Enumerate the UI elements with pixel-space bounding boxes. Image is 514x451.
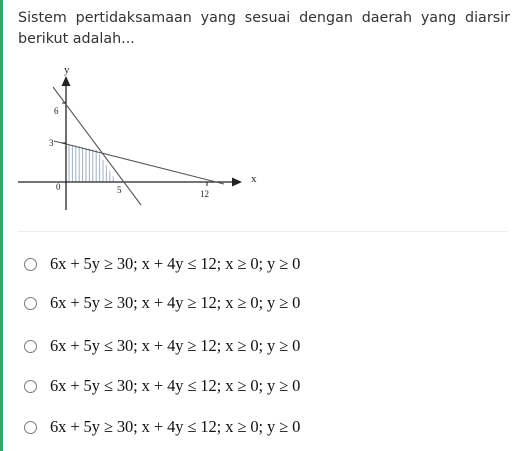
answer-option-d[interactable]	[24, 374, 300, 398]
x-axis-arrow	[232, 178, 242, 187]
x-tick-label-12: 12	[200, 189, 209, 199]
answer-option-e[interactable]	[24, 415, 300, 439]
origin-label: 0	[56, 182, 61, 192]
answer-option-b[interactable]	[24, 291, 300, 315]
radio-button-c[interactable]	[24, 340, 37, 353]
radio-button-b[interactable]	[24, 297, 37, 310]
answer-option-label: 6x + 5y ≥ 30; x + 4y ≤ 12; x ≥ 0; y ≥ 0	[50, 417, 301, 436]
answer-option-label: 6x + 5y ≥ 30; x + 4y ≥ 12; x ≥ 0; y ≥ 0	[50, 293, 301, 312]
question-text: Sistem pertidaksamaan yang sesuai dengan daerah yang diarsir berikut adalah...	[18, 10, 510, 47]
divider	[18, 231, 508, 232]
answer-option-label: 6x + 5y ≤ 30; x + 4y ≤ 12; x ≥ 0; y ≥ 0	[50, 376, 301, 395]
x-axis-label: x	[251, 173, 257, 185]
shaded-region-graph	[0, 0, 514, 225]
answer-option-label: 6x + 5y ≤ 30; x + 4y ≥ 12; x ≥ 0; y ≥ 0	[50, 336, 301, 355]
x-tick-label-5: 5	[117, 185, 122, 195]
y-axis-arrow	[62, 76, 71, 86]
y-axis-label: y	[64, 64, 70, 76]
answer-option-label: 6x + 5y ≥ 30; x + 4y ≤ 12; x ≥ 0; y ≥ 0	[50, 254, 301, 273]
radio-button-d[interactable]	[24, 380, 37, 393]
y-tick-label-6: 6	[54, 106, 59, 116]
answer-option-c[interactable]	[24, 334, 300, 358]
radio-button-e[interactable]	[24, 421, 37, 434]
radio-button-a[interactable]	[24, 258, 37, 271]
y-tick-label-3: 3	[49, 138, 54, 148]
answer-option-a[interactable]	[24, 252, 300, 276]
